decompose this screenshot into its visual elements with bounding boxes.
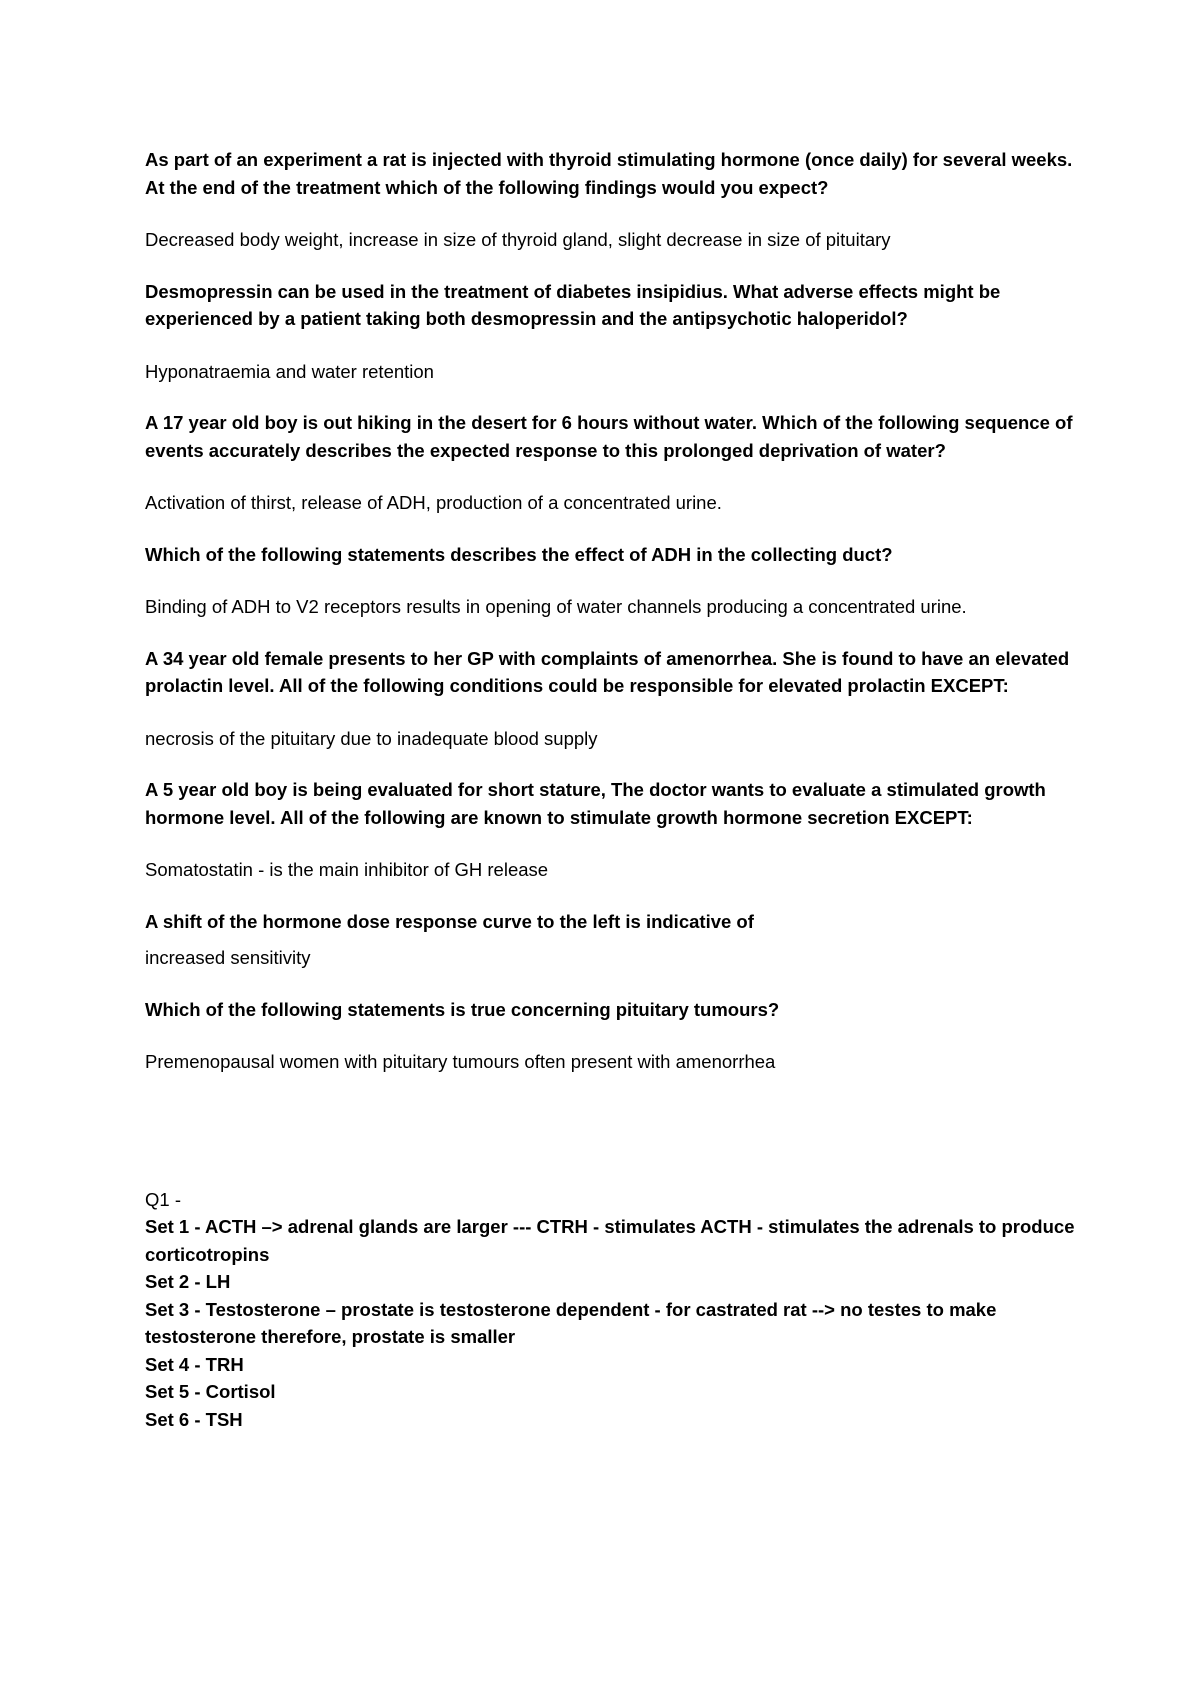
question-6: A 5 year old boy is being evaluated for short stature, The doctor wants to evaluate a stimulated growth hormone level. All of the following are known to stimulate growth hormone secretion EXCEPT:: [145, 779, 1046, 828]
question-8: Which of the following statements is true concerning pituitary tumours?: [145, 998, 780, 1020]
document-body: [145, 146, 1075, 1433]
notes-line-set-3: Set 3 - Testosterone – prostate is testosterone dependent - for castrated rat --> no testes to make testosterone therefore, prostate is smaller: [145, 1298, 997, 1347]
question-5: A 34 year old female presents to her GP with complaints of amenorrhea. She is found to have an elevated prolactin level. All of the following conditions could be responsible for elevated prolactin EXCEPT:: [145, 647, 1070, 696]
answer-7: increased sensitivity: [145, 947, 311, 968]
answer-8: Premenopausal women with pituitary tumours often present with amenorrhea: [145, 1051, 776, 1072]
notes-section: [145, 1186, 1075, 1434]
answer-5: necrosis of the pituitary due to inadequate blood supply: [145, 727, 598, 749]
notes-line-set-5: Set 5 - Cortisol: [145, 1381, 276, 1402]
notes-line-set-4: Set 4 - TRH: [145, 1353, 244, 1375]
question-1: As part of an experiment a rat is injected with thyroid stimulating hormone (once daily) for several weeks. At the end of the treatment which of the following findings would you expect?: [145, 149, 1073, 198]
notes-line-set-2: Set 2 - LH: [145, 1271, 231, 1292]
notes-heading: Q1 -: [145, 1188, 181, 1210]
question-4: Which of the following statements describes the effect of ADH in the collecting duct?: [145, 543, 893, 565]
question-3: A 17 year old boy is out hiking in the desert for 6 hours without water. Which of the following sequence of events accurately describes the expected response to this prolonged deprivation of water?: [145, 412, 1073, 461]
answer-4: Binding of ADH to V2 receptors results in opening of water channels producing a concentrated urine.: [145, 596, 967, 617]
notes-line-set-1: Set 1 - ACTH –> adrenal glands are larger --- CTRH - stimulates ACTH - stimulates the adrenals to produce corticotropins: [145, 1216, 1075, 1265]
question-7: A shift of the hormone dose response curve to the left is indicative of: [145, 910, 754, 932]
answer-3: Activation of thirst, release of ADH, production of a concentrated urine.: [145, 492, 722, 513]
question-2: Desmopressin can be used in the treatment of diabetes insipidius. What adverse effects might be experienced by a patient taking both desmopressin and the antipsychotic haloperidol?: [145, 280, 1001, 329]
answer-2: Hyponatraemia and water retention: [145, 360, 434, 382]
answer-1: Decreased body weight, increase in size of thyroid gland, slight decrease in size of pituitary: [145, 229, 891, 250]
answer-6: Somatostatin - is the main inhibitor of GH release: [145, 859, 549, 880]
notes-line-set-6: Set 6 - TSH: [145, 1408, 243, 1430]
